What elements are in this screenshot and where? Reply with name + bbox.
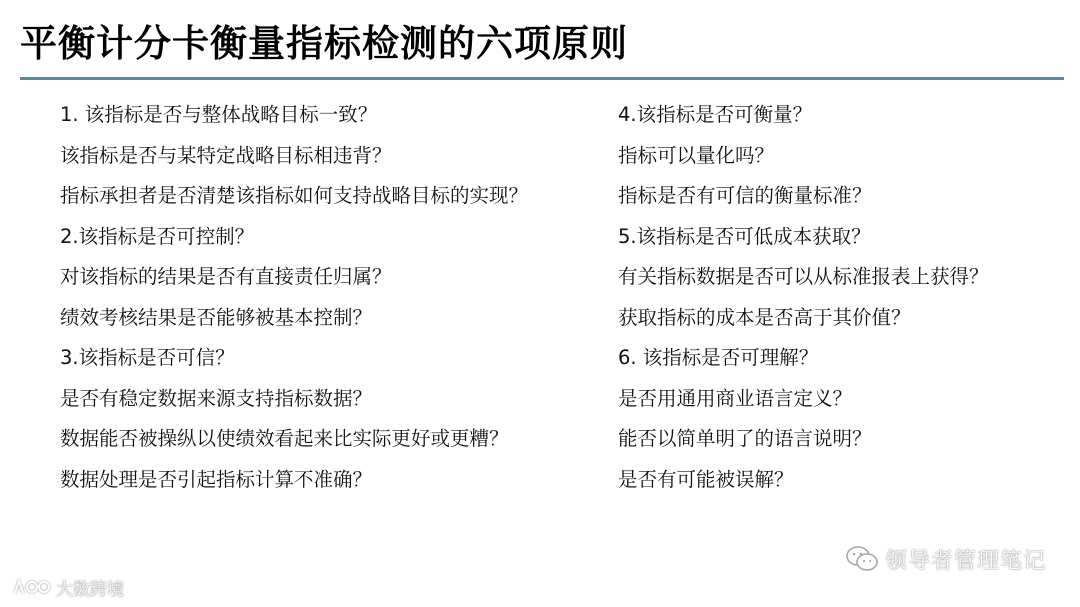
list-item: 指标是否有可信的衡量标准？ <box>618 184 872 207</box>
list-item: 获取指标的成本是否高于其价值？ <box>618 305 911 329</box>
brand-logo-icon <box>12 577 52 597</box>
list-item: 能否以简单明了的语言说明？ <box>618 427 872 450</box>
list-item: 5.该指标是否可低成本获取？ <box>618 224 871 248</box>
list-item: 4.该指标是否可衡量？ <box>618 103 813 126</box>
watermark-right-text: 领导者管理笔记 <box>884 548 1046 574</box>
list-item: 是否用通用商业语言定义？ <box>618 386 853 410</box>
list-item: 2.该指标是否可控制？ <box>60 224 255 248</box>
list-item: 指标可以量化吗？ <box>618 143 775 167</box>
watermark-right <box>845 545 1046 573</box>
list-item: 绩效考核结果是否能够被基本控制？ <box>60 305 373 329</box>
list-item: 指标承担者是否清楚该指标如何支持战略目标的实现？ <box>60 184 529 207</box>
list-item: 3.该指标是否可信？ <box>60 346 235 369</box>
list-item: 6. 该指标是否可理解？ <box>618 346 819 369</box>
list-item: 是否有稳定数据来源支持指标数据？ <box>60 386 373 410</box>
slide-title: 平衡计分卡衡量指标检测的六项原则 <box>20 22 628 65</box>
list-item: 1. 该指标是否与整体战略目标一致？ <box>60 103 378 126</box>
list-item: 数据处理是否引起指标计算不准确？ <box>60 467 373 491</box>
right-column-list <box>618 95 1058 500</box>
list-item: 对该指标的结果是否有直接责任归属？ <box>60 265 392 288</box>
list-item: 有关指标数据是否可以从标准报表上获得？ <box>618 265 989 288</box>
list-item: 是否有可能被误解？ <box>618 467 794 491</box>
list-item: 数据能否被操纵以使绩效看起来比实际更好或更糟？ <box>60 427 509 450</box>
title-divider <box>20 77 1064 80</box>
list-item: 该指标是否与某特定战略目标相违背？ <box>60 143 392 167</box>
watermark-left-text: 大数跨境 <box>56 579 124 600</box>
wechat-icon <box>845 545 879 573</box>
left-column-list <box>60 95 610 500</box>
watermark-left <box>12 576 124 598</box>
